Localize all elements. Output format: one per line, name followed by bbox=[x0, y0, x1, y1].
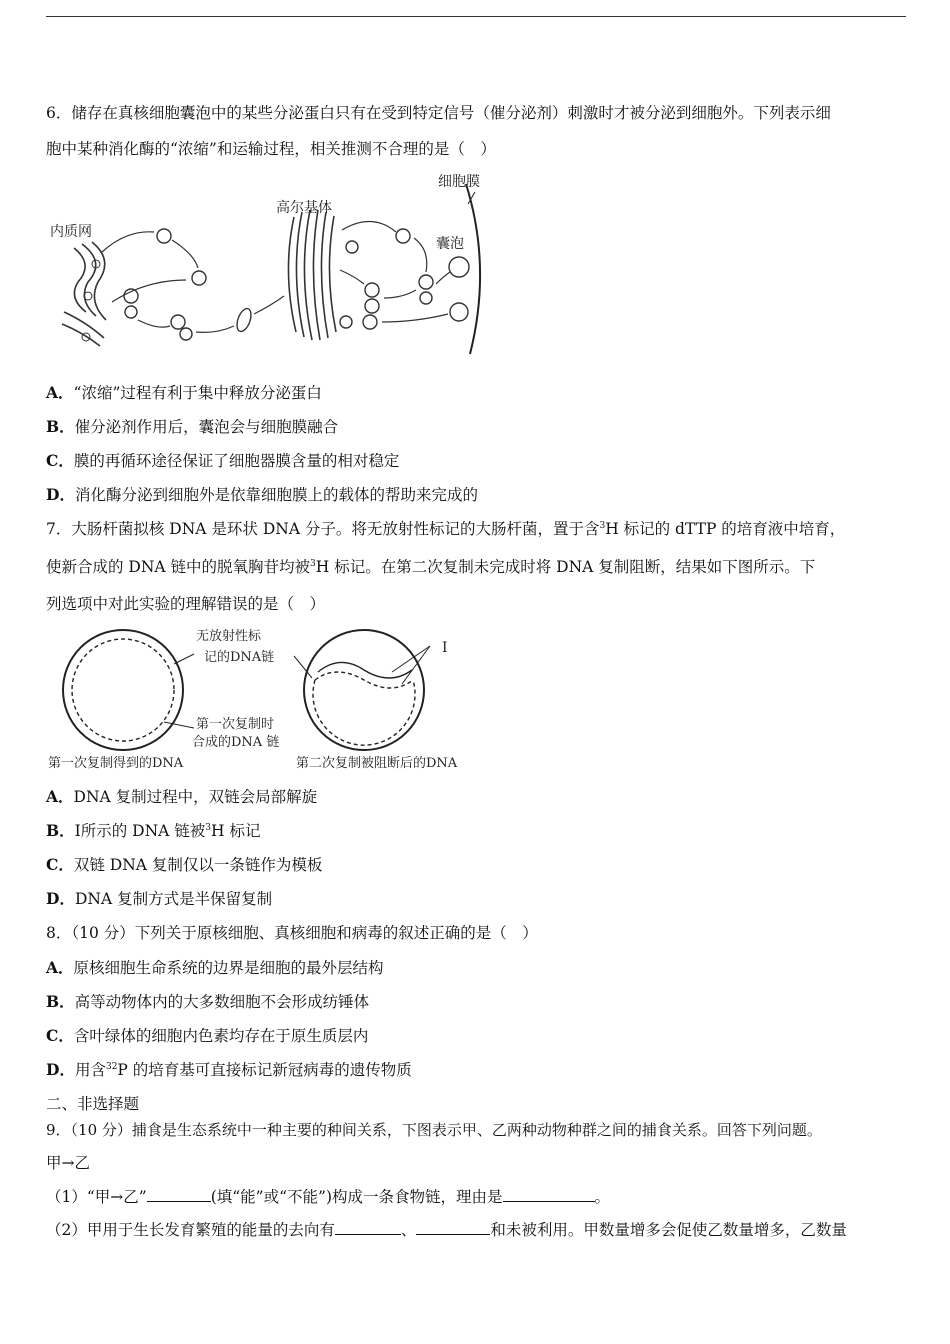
q9-food-chain: 甲→乙 bbox=[46, 1154, 90, 1172]
q9-blank-4[interactable] bbox=[416, 1220, 490, 1235]
header-rule bbox=[46, 16, 906, 17]
er-label: 内质网 bbox=[50, 224, 92, 240]
q7-option-c: C．双链 DNA 复制仅以一条链作为模板 bbox=[46, 855, 323, 874]
section-heading-nonchoice: 二、非选择题 bbox=[46, 1095, 140, 1113]
label-unlabeled-strand-2: 记的DNA链 bbox=[204, 650, 275, 665]
q6-option-b: B．催分泌剂作用后，囊泡会与细胞膜融合 bbox=[46, 417, 339, 436]
q6-stem-line1: 6．储存在真核细胞囊泡中的某些分泌蛋白只有在受到特定信号（催分泌剂）刺激时才被分泌到细胞外。下列表示细 bbox=[46, 104, 831, 122]
membrane-label: 细胞膜 bbox=[438, 174, 480, 190]
q9-blank-1[interactable] bbox=[147, 1187, 211, 1202]
caption-right: 第二次复制被阻断后的DNA bbox=[296, 756, 458, 771]
q6-option-d: D．消化酶分泌到细胞外是依靠细胞膜上的载体的帮助来完成的 bbox=[46, 485, 478, 504]
q7-figure-dna-replication bbox=[46, 624, 486, 774]
q6-option-a: A．“浓缩”过程有利于集中释放分泌蛋白 bbox=[46, 383, 322, 402]
vesicle-label: 囊泡 bbox=[436, 236, 464, 252]
q9-part2: （2）甲用于生长发育繁殖的能量的去向有 、 和未被利用。甲数量增多会促使乙数量增多，乙数量 bbox=[46, 1221, 847, 1239]
q8-option-c: C．含叶绿体的细胞内色素均存在于原生质层内 bbox=[46, 1026, 369, 1045]
q6-figure-secretion bbox=[46, 172, 506, 357]
q7-stem-line3: 列选项中对此实验的理解错误的是（ ） bbox=[46, 595, 326, 613]
q9-blank-2[interactable] bbox=[503, 1187, 595, 1202]
q7-stem-line1: 7．大肠杆菌拟核 DNA 是环状 DNA 分子。将无放射性标记的大肠杆菌，置于含$^3$H 标记的 dTTP 的培育液中培育， bbox=[46, 520, 846, 538]
golgi-label: 高尔基体 bbox=[276, 200, 332, 216]
q9-part1: （1）“甲→乙” (填“能”或“不能”)构成一条食物链，理由是 。 bbox=[46, 1188, 611, 1206]
q9-blank-3[interactable] bbox=[335, 1220, 401, 1235]
label-first-replication-1: 第一次复制时 bbox=[196, 717, 275, 732]
label-unlabeled-strand-1: 无放射性标 bbox=[196, 629, 262, 644]
q8-option-b: B．高等动物体内的大多数细胞不会形成纺锤体 bbox=[46, 992, 370, 1011]
q7-option-b: B．Ⅰ所示的 DNA 链被$^3$H 标记 bbox=[46, 821, 261, 840]
q8-option-d: D．用含$^{32}$P 的培育基可直接标记新冠病毒的遗传物质 bbox=[46, 1060, 412, 1079]
q7-option-d: D．DNA 复制方式是半保留复制 bbox=[46, 889, 273, 908]
caption-left: 第一次复制得到的DNA bbox=[48, 756, 184, 771]
q8-option-a: A．原核细胞生命系统的边界是细胞的最外层结构 bbox=[46, 958, 384, 977]
q7-option-a: A．DNA 复制过程中，双链会局部解旋 bbox=[46, 787, 318, 806]
q8-stem: 8．（10 分）下列关于原核细胞、真核细胞和病毒的叙述正确的是（ ） bbox=[46, 924, 538, 942]
q9-stem: 9．（10 分）捕食是生态系统中一种主要的种间关系，下图表示甲、乙两种动物种群之间的捕食关系。回答下列问题。 bbox=[46, 1121, 822, 1139]
q6-stem-line2: 胞中某种消化酶的“浓缩”和运输过程，相关推测不合理的是（ ） bbox=[46, 140, 496, 158]
q7-stem-line2: 使新合成的 DNA 链中的脱氧胸苷均被$^3$H 标记。在第二次复制未完成时将 DNA 复制阻断，结果如下图所示。下 bbox=[46, 558, 816, 576]
label-first-replication-2: 合成的DNA 链 bbox=[192, 735, 280, 750]
q6-option-c: C．膜的再循环途径保证了细胞器膜含量的相对稳定 bbox=[46, 451, 400, 470]
mark-i: I bbox=[442, 640, 448, 656]
